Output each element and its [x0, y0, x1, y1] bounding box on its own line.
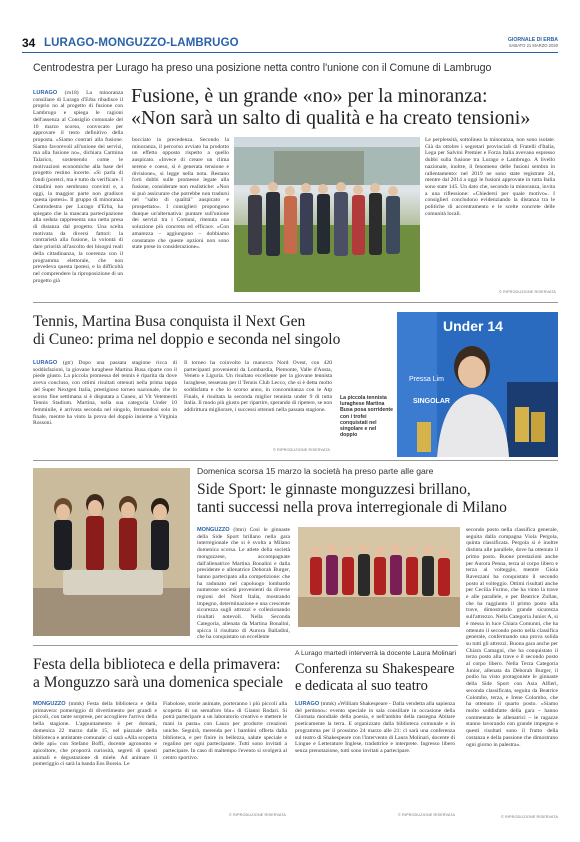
article3-title-line1: Side Sport: le ginnaste monguzzesi brillano,: [197, 481, 471, 498]
page-number: 34: [22, 36, 36, 50]
article2-col2-text: Il torneo ha coinvolto la manovra Nord Ovest, con 420 partecipanti provenienti da Lombardia, Piemonte, Valle d'Aosta, Veneto e Liguria. Un risultato eccellente per la giovane tennista luraghese, tesserata per il Tennis Club Lecco, che si è detta molto soddisfatta e che lo scorso anno, in concomitanza con le Atp Finals, è risultata la seconda miglior tennista under 9 di tutta Italia. Il modo più giusto per ripartire, sperando di ripetere, se non addirittura migliorare, i successi ottenuti nella passata stagione.: [184, 360, 332, 413]
article5-column-1: [295, 701, 455, 811]
article3-credit: © RIPRODUZIONE RISERVATA: [500, 815, 558, 819]
article1-dateline: LURAGO: [33, 90, 58, 96]
article3-col2-text: secondo posto nella classifica generale, seguita dalla compagna Viola Pergola, quinta classificata. Pergola si è inoltre distinta alle parallele, dove ha ottenuto il primo posto. Buone prestazioni anche per Aurora Penna, terza al corpo libero e terza al volteggio, mentre Gioia Ravezzani ha conquistato il secondo posto al volteggio. Ottimi risultati anche per Cecilia Furino, che ha vinto la trave e alle parallele, e per Beatrice Zullan, che ha raggiunto il primo posto alla trave, dimostrando grande sicurezza sull'attrezzo. Nella Categoria Junior A, si è messa in luce Chiara Comunni, che ha ottenuto il secondo posto nella classifica generale, confermando una prova solida su tutti gli attrezzi. Buona gara anche per Chiara Camagni, che ha conquistato il terzo posto alla trave e il secondo posto al corpo libero. Nella Terza Categoria Junior, allenata da Deborah Burger, il podio ha visto protagoniste le ginnaste della Side Sport con Asia Alfieri, seconda classificata, seguita da Beatrice Colombo, terza, e Irene Colombo, che ha ottenuto il quarto posto. «Siamo molto soddisfatte della gara – hanno commentato le allenatrici – le ragazze stanno lavorando con grande impegno e questi risultati sono il frutto della costanza e della passione che dimostrano ogni giorno in palestra».: [466, 527, 558, 748]
article4-title-line1: Festa della biblioteca e della primavera:: [33, 656, 281, 673]
article5-dateline: LURAGO: [295, 701, 320, 707]
article2-divider: [33, 460, 558, 461]
section-title: LURAGO-MONGUZZO-LAMBRUGO: [44, 37, 239, 49]
article1-col3-text: Le perplessità, sottolinea la minoranza, non sono isolate. Già da ottobre i segretari provinciali di Fratelli d'Italia, Lega per Salvini Premier e Forza Italia avevano espresso dubbi sulla fusione tra Lurago e Lambrugo. A livello nazionale, inoltre, il fenomeno delle fusioni sembra in rallentamento: nel 2019 ne sono state registrate 24, mentre dal 2014 a oggi le fusioni approvate in tutta Italia sono state 145. Un dato che, secondo la minoranza, invita a una riflessione: «Chiedersi per quale motivo». I consiglieri concludono evidenziando la distanza tra le politiche di accentramento e le scelte concrete delle comunità locali.: [425, 137, 555, 217]
article2-column-1: [33, 360, 177, 460]
article1-divider: [33, 302, 558, 303]
article1-col1-text: (rn18) La minoranza consiliare di Lurago d'Erba ribadisce il proprio no al progetto di fusione con Lambrugo e spiega le ragioni dell'assenza al Consiglio comunale del 10 marzo scorso, convocato per approvare il testo definitivo della proposta. «Siamo contrari alla fusione. Siamo favorevoli all'unione dei servizi, ma alla fusione no», dichiara Carmina Talarico, sostenendo come le motivazioni economiche alla base del progetto restino incerte. «Si parla di fondi (poretci, ma è tutto da verificare. I cittadini non sembrano convinti e, a oggi, la maggior parte non gradisce questa ipotesi». Il gruppo di minoranza Centrodestra per Lurago d'Erba, ha spiegato che la mancata partecipazione alla seduta rappresenta una netta presa di distanza dal progetto. Una scelta motivata da diversi fattori: la contrarietà alla fusione, la volontà di dare priorità all'ascolto dei bisogni reali della cittadinanza, la coerenza con il programma elettorale, che non prevedeva questa ipotesi, e la difficoltà nel comprendere la riproposizione di un progetto già: [33, 90, 123, 284]
article1-col2-text: bocciato in precedenza. Secondo la minoranza, il percorso avviato ha prodotto un effetto opposto rispetto a quello auspicato. «Invece di creare un clima sereno e coeso, si è generata tensione e divisione», si legge nella nota. Restano forti dubbi sulle promesse legate alla fusione, considerate non realistiche: «Non si può assicurare che potrebbe non tradursi nel "salto di qualità" auspicato e prospettato». I consiglieri propongono dunque un'alternativa: puntare sull'unione dei servizi tra i Comuni, ritenuta una soluzione più concreta ed efficace. «Con amarezza – aggiungono – dobbiamo constatare che queste opzioni non sono state prese in considerazione».: [132, 137, 229, 251]
article1-title-line2: «Non sarà un salto di qualità e ha creato tensioni»: [131, 107, 531, 129]
article1-column-3: [425, 137, 555, 287]
article1-kicker: Centrodestra per Lurago ha preso una posizione netta contro l'unione con il Comune di Lambrugo: [33, 62, 492, 74]
group-photo-illustration: [234, 137, 420, 292]
team-photo-illustration: [298, 527, 460, 627]
article4-dateline: MONGUZZO: [33, 701, 66, 707]
article2-title-line1: Tennis, Martina Busa conquista il Next Gen: [33, 313, 306, 330]
article3-dateline: MONGUZZO: [197, 527, 230, 533]
banner-text-sponsor: Pressa Lim: [409, 376, 445, 383]
article1-title-line1: Fusione, è un grande «no» per la minoranza:: [131, 85, 488, 107]
article4-credit: © RIPRODUZIONE RISERVATA: [228, 813, 286, 817]
gymnasts-photo-illustration: [33, 468, 190, 636]
article5-col1-text: (mmk) «William Shakespeare - Dalla vendetta alla sapienza del perdono»: evento speciale in sala consiliare in occasione della Giornata mondiale della poesia, e nell'ambito della rassegna Abitare poeticamente la terra. E organizzato dalla biblioteca comunale e in programma per il prossimo 24 marzo alle 21: ci sarà una conferenza sul teatro di Shakespeare con l'intervento di Laura Molinari, docente di Lingue e Letterature Inglese, traduttrice e interprete. Ingresso libero senza prenotazione, tutti sono invitati a partecipare.: [295, 701, 456, 754]
article4-col2-text: Fiabolose, storie animate, porteranno i più piccoli alla scoperta di un semaforo blu» di Gianni Rodari. Si potrà partecipare a un laboratorio creativo e mettere le mani in pasta» con Laura per produrre creazioni uniche. Seguirà, merenda per i bambini offerta dalla biblioteca, e per finire in bellezza, salute speciale e regalino per ogni partecipante. Tutti sono invitati a partecipare. In caso di maltempo l'evento si svolgerà al centro sportivo.: [163, 701, 287, 761]
article3-col1-text: (lmn) Così le ginnaste della Side Sport brillano nella gara interregionale che si è svolta a Milano domenica scorsa. Le atlete della società monguzzese, accompagnate dall'allenatrice Martina Bonalini e dalla presidente e allenatrice Deborah Burger, hanno partecipato alla competizione: che ha radunato nel capoluogo lombardo numerose società provenienti da diverse regioni del Nord Italia, mostrando impegno, determinazione e una crescente sicurezza sugli attrezzi e collezionando risultati notevoli. Nella Seconda Categoria, allenata da Martina Bonalini, spicca il risultato di Aurora Balladini, che ha conquistato un eccellente: [197, 527, 290, 641]
article2-title-line2: di Cuneo: prima nel doppio e seconda nel singolo: [33, 331, 341, 348]
banner-text-under14: Under 14: [443, 318, 503, 334]
article4-column-1: [33, 701, 157, 813]
article5-title-line1: Conferenza su Shakespeare: [295, 661, 455, 677]
article1-column-2: [132, 137, 229, 297]
article2-dateline: LURAGO: [33, 360, 58, 366]
article4-column-2: [163, 701, 287, 811]
masthead-date: SABATO 21 MARZO 2020: [508, 43, 558, 48]
article3-gymnasts-photo: [33, 468, 190, 636]
article3-column-1: [197, 527, 290, 641]
article2-credit: © RIPRODUZIONE RISERVATA: [272, 448, 330, 452]
article1-credit: © RIPRODUZIONE RISERVATA: [498, 290, 556, 294]
masthead: [508, 37, 558, 48]
article2-tennis-photo: [397, 312, 558, 457]
page-header: [22, 36, 558, 50]
article3-team-photo: [298, 527, 460, 627]
banner-text-singolare: SINGOLAR: [413, 398, 450, 405]
header-divider: [22, 52, 558, 53]
article5-title-line2: e dedicata al suo teatro: [295, 678, 428, 694]
article2-col1-text: (gtr) Dopo una passata stagione ricca di soddisfazioni, la giovane luraghese Martina Busa riparte con il piede giusto. La piccola promessa del tennis è riparita da dove aveva concluso, con ottimi risultati ottenuti nella prima tappa del Super Nextgen Italia, prestigioso torneo nazionale, che lo scorso fine settimana si è disputata a Cuneo, al Vit Vetemeriti Tennis Stadium. Martina, nella sua categoria Under 10 femminile, è arrivata seconda nel singolo, fermandosi solo in finale, mentre ha vinto la prova del doppio insieme a Virginia Rossoni.: [33, 360, 177, 427]
article3-title-line2: tanti successi nella prova interregionale di Milano: [197, 499, 507, 516]
article4-title-line2: a Monguzzo sarà una domenica speciale: [33, 674, 284, 691]
masthead-name: GIORNALE DI ERBA: [507, 37, 558, 43]
article2-caption: La piccola tennista luraghese Martina Busa posa sorridente con i trofei conquistati nel singolare e nel doppio: [340, 395, 394, 439]
article1-column-1: [33, 90, 123, 297]
article5-kicker: A Lurago martedì interverrà la docente Laura Molinari: [295, 650, 456, 657]
article3-column-2: [466, 527, 558, 812]
article4-col1-text: (mmk) Festa della biblioteca e della primavera: pomeriggio di divertimento per grandi e piccoli, con tante sorprese, per accogliere l'arrivo della bella stagione. L'appuntamento è per domani, domenica 22 marzo dalle 15, nel piazzale della biblioteca e antistante comunale: ci sarà «Alla scoperta delle api» con Stefano Boffi, docente agronomo e apicoltore, che proporrà curiosità, segreti di questi animali e degustazione di miele. Ad animare il pomeriggio ci sarà la banda Eos Boreia. Le: [33, 701, 157, 768]
article3-divider: [33, 645, 458, 646]
article2-column-2: [184, 360, 332, 448]
article3-kicker: Domenica scorsa 15 marzo la società ha preso parte alle gare: [197, 466, 434, 476]
article5-credit: © RIPRODUZIONE RISERVATA: [397, 813, 455, 817]
article1-group-photo: [234, 137, 420, 292]
